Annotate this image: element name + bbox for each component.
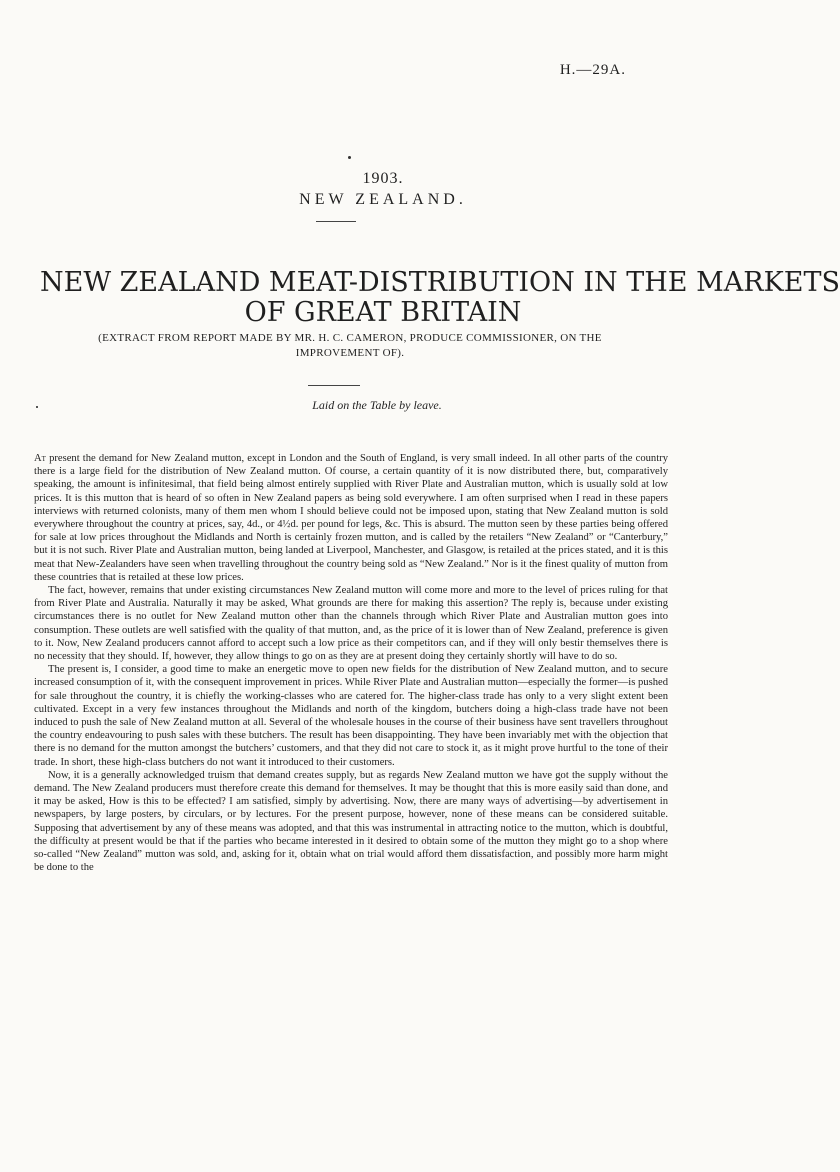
subtitle-divider [308,385,360,386]
document-year: 1903. [362,170,404,187]
paragraph-3: The present is, I consider, a good time to make an energetic move to open new fields for the distribution of New Zealand mutton, and to secure increased consumption of it, with the consequent improvement in prices. While River Plate and Australian mutton—especially the former—is pushed for sale throughout the country, it is chiefly the working-classes who are catered for. The higher-class trade has only to a very slight extent been cultivated. Except in a very few instances throughout the Midlands and north of the kingdom, butchers doing a high-class trade have not been induced to push the sale of New Zealand mutton at all. Several of the wholesale houses in the course of their business have sent travellers throughout the country endeavouring to push sales with these butchers. The result has been disappointing. They have been invariably met with the objection that there is no demand for the mutton amongst the butchers’ customers, and that they did not care to stock it, as it might prove hurtful to the tone of their trade. In short, these high-class butchers do not want it introduced to their customers. [34,664,668,768]
paragraph-4: Now, it is a generally acknowledged truism that demand creates supply, but as regards New Zealand mutton we have got the supply without the demand. The New Zealand producers must therefore create this demand for themselves. It may be thought that this is more easily said than done, and it may be asked, How is this to be effected? I am satisfied, simply by advertising. Now, there are many ways of advertising—by advertisement in newspapers, by large posters, by circulars, or by lectures. For the present purpose, however, none of these means can be considered suitable. Supposing that advertisement by any of these means was adopted, and that this was instrumental in attracting notice to the mutton, which is doubtful, the difficulty at present would be that if the parties who became interested in it desired to obtain some of the mutton they might go to a shop where so-called “New Zealand” mutton was sold, and, asking for it, obtain what on trial would afford them dissatisfaction, and possibly more harm might be done to the [34,769,668,874]
title-divider [316,221,356,222]
paragraph-2: The fact, however, remains that under existing circumstances New Zealand mutton will come more and more to the level of prices ruling for that from River Plate and Australia. Naturally it may be asked, What grounds are there for making this assertion? The reply is, because under existing circumstances there is no outlet for New Zealand mutton other than the channels through which River Plate and Australian mutton goes into consumption. These outlets are well satisfied with the quality of that mutton, and, as the price of it is lower than of New Zealand, preference is given to it. Now, New Zealand producers cannot afford to accept such a low price as their competitors can, and if they will only bestir themselves there is no necessity that they should. If, however, they allow things to go on as they are at present doing they certainly shortly will have to do so. [34,585,668,663]
document-subtitle: (EXTRACT FROM REPORT MADE BY MR. H. C. CAMERON, PRODUCE COMMISSIONER, ON THE IMPROVEMENT OF). [98,332,602,359]
laid-on-table-note: Laid on the Table by leave. [312,398,442,412]
ornament-dot [348,156,351,159]
document-title-line-2: OF GREAT BRITAIN [244,297,522,328]
paragraph-1-text: present the demand for New Zealand mutton, except in London and the South of England, is very small indeed. In all other parts of the country there is a large field for the distribution of New Zealand mutton. Of course, a certain quantity of it is now distributed there, but, comparatively speaking, the amount is infinitesimal, that field being almost entirely supplied with River Plate and Australian mutton, which is usually sold at low prices. It is this mutton that is heard of so often in New Zealand papers as being sold everywhere. I am often surprised when I read in these papers interviews with returned colonists, many of them men whom I should believe could not be imposed upon, stating that New Zealand mutton is sold everywhere throughout the country at prices, say, 4d., or 4½d. per pound for legs, &c. This is absurd. The mutton seen by these parties being offered for sale at low prices throughout the Midlands and North is certainly frozen mutton, and is called by the retailers “New Zealand” or “Canterbury,” but it is not such. River Plate and Australian mutton, being landed at Liverpool, Manchester, and Glasgow, is retailed at the prices stated, and it is this meat that New-Zealanders have seen when travelling throughout the country being sold as “New Zealand.” Nor is it the finest quality of mutton from these countries that is retailed at these low prices. [34,453,668,583]
document-country: NEW ZEALAND. [299,191,467,208]
paragraph-1 [34,452,668,584]
document-title-line-1: NEW ZEALAND MEAT-DISTRIBUTION IN THE MARKETS [40,267,840,298]
document-body [34,452,668,875]
document-reference: H.—29A. [559,62,626,78]
paragraph-1-lead: At [34,453,46,464]
